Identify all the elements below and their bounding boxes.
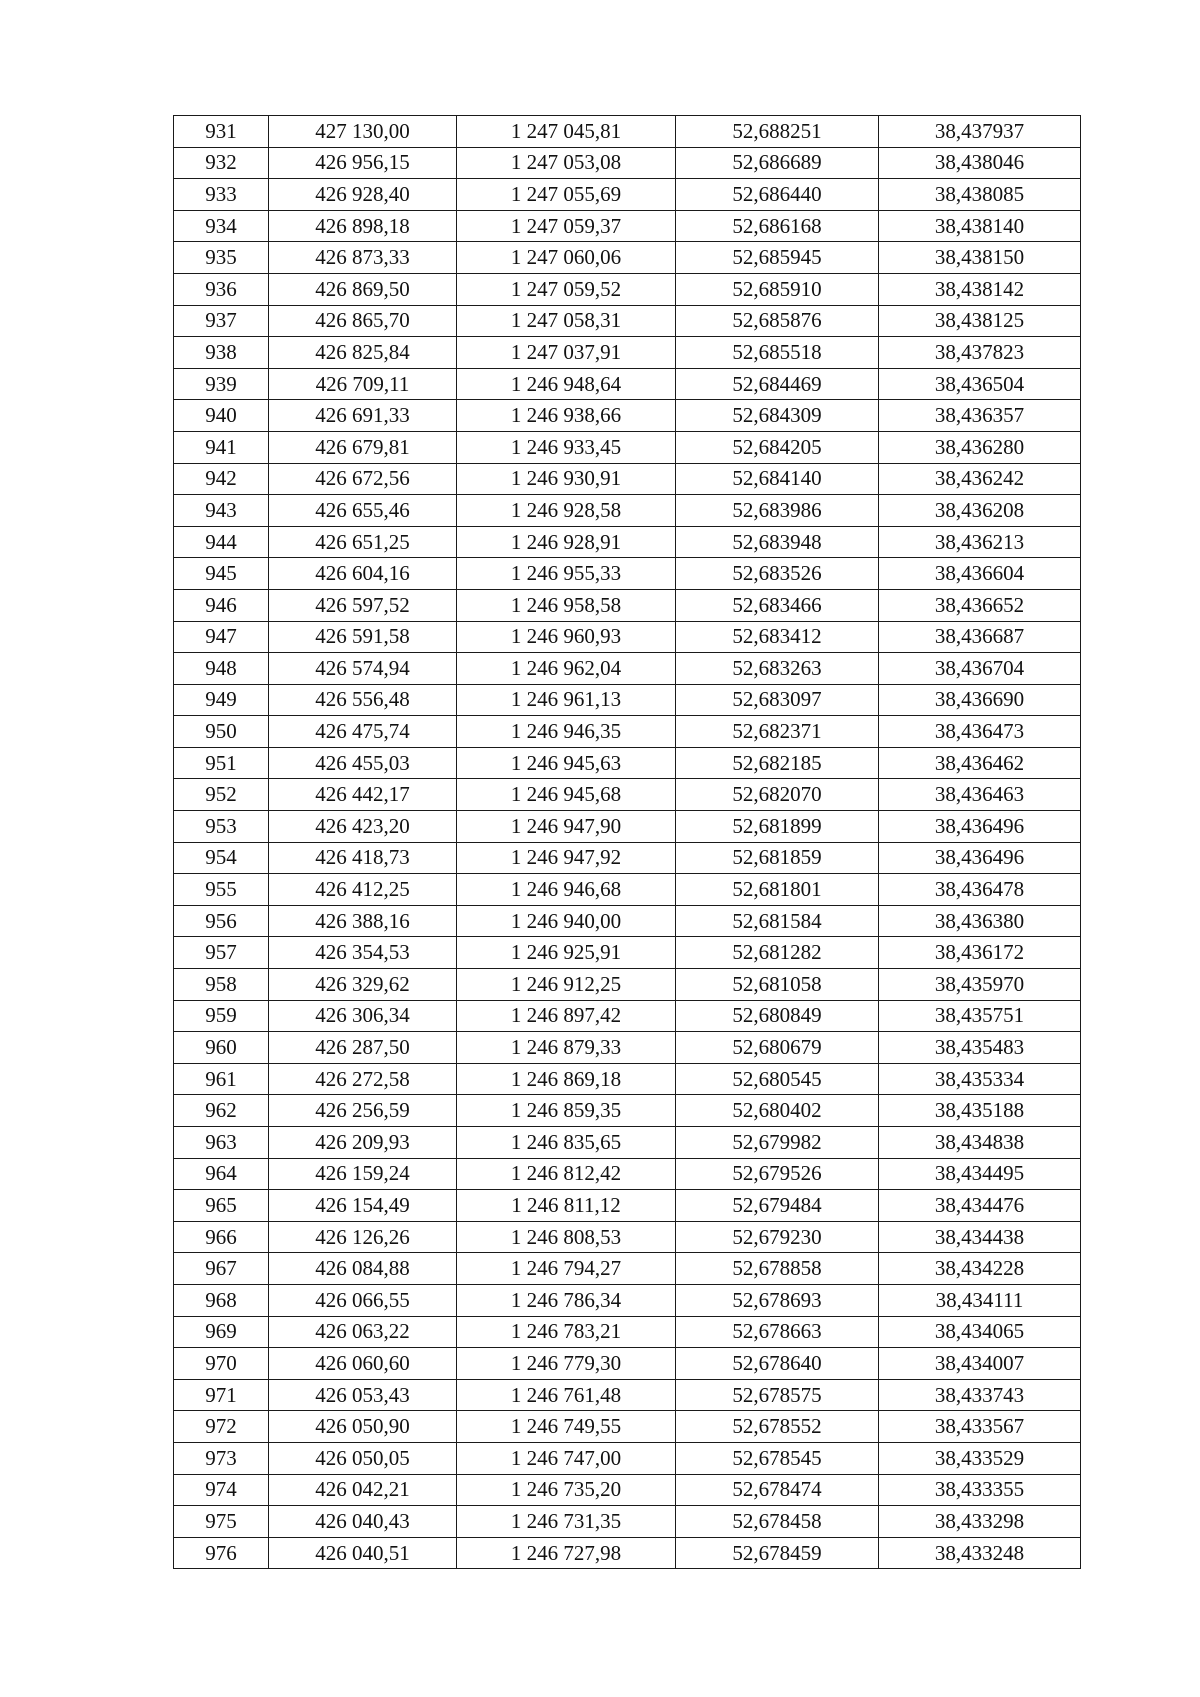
- longitude-cell: 38,436690: [879, 684, 1081, 716]
- latitude-cell: 52,686440: [676, 179, 879, 211]
- latitude-cell: 52,681899: [676, 811, 879, 843]
- y-coordinate-cell: 1 247 055,69: [457, 179, 676, 211]
- longitude-cell: 38,436462: [879, 747, 1081, 779]
- point-number-cell: 961: [174, 1063, 269, 1095]
- y-coordinate-cell: 1 246 786,34: [457, 1284, 676, 1316]
- latitude-cell: 52,682185: [676, 747, 879, 779]
- latitude-cell: 52,678458: [676, 1506, 879, 1538]
- table-row: [174, 874, 1081, 906]
- point-number-cell: 969: [174, 1316, 269, 1348]
- latitude-cell: 52,681859: [676, 842, 879, 874]
- x-coordinate-cell: 426 442,17: [269, 779, 457, 811]
- y-coordinate-cell: 1 246 947,90: [457, 811, 676, 843]
- x-coordinate-cell: 426 066,55: [269, 1284, 457, 1316]
- point-number-cell: 947: [174, 621, 269, 653]
- latitude-cell: 52,678640: [676, 1348, 879, 1380]
- y-coordinate-cell: 1 246 930,91: [457, 463, 676, 495]
- table-row: [174, 463, 1081, 495]
- longitude-cell: 38,435483: [879, 1032, 1081, 1064]
- point-number-cell: 934: [174, 210, 269, 242]
- latitude-cell: 52,682371: [676, 716, 879, 748]
- x-coordinate-cell: 426 287,50: [269, 1032, 457, 1064]
- latitude-cell: 52,683986: [676, 495, 879, 527]
- y-coordinate-cell: 1 246 938,66: [457, 400, 676, 432]
- latitude-cell: 52,686689: [676, 147, 879, 179]
- point-number-cell: 954: [174, 842, 269, 874]
- table-row: [174, 1474, 1081, 1506]
- latitude-cell: 52,678575: [676, 1379, 879, 1411]
- y-coordinate-cell: 1 246 962,04: [457, 653, 676, 685]
- x-coordinate-cell: 426 063,22: [269, 1316, 457, 1348]
- longitude-cell: 38,436242: [879, 463, 1081, 495]
- point-number-cell: 948: [174, 653, 269, 685]
- latitude-cell: 52,680402: [676, 1095, 879, 1127]
- x-coordinate-cell: 426 084,88: [269, 1253, 457, 1285]
- x-coordinate-cell: 426 126,26: [269, 1221, 457, 1253]
- x-coordinate-cell: 426 272,58: [269, 1063, 457, 1095]
- y-coordinate-cell: 1 247 058,31: [457, 305, 676, 337]
- latitude-cell: 52,678459: [676, 1537, 879, 1569]
- table-row: [174, 400, 1081, 432]
- latitude-cell: 52,678474: [676, 1474, 879, 1506]
- x-coordinate-cell: 426 354,53: [269, 937, 457, 969]
- longitude-cell: 38,436463: [879, 779, 1081, 811]
- x-coordinate-cell: 426 060,60: [269, 1348, 457, 1380]
- point-number-cell: 955: [174, 874, 269, 906]
- table-row: [174, 779, 1081, 811]
- table-row: [174, 1032, 1081, 1064]
- longitude-cell: 38,433529: [879, 1442, 1081, 1474]
- point-number-cell: 974: [174, 1474, 269, 1506]
- latitude-cell: 52,684205: [676, 431, 879, 463]
- point-number-cell: 949: [174, 684, 269, 716]
- y-coordinate-cell: 1 246 947,92: [457, 842, 676, 874]
- x-coordinate-cell: 426 873,33: [269, 242, 457, 274]
- table-row: [174, 1284, 1081, 1316]
- point-number-cell: 972: [174, 1411, 269, 1443]
- x-coordinate-cell: 426 050,05: [269, 1442, 457, 1474]
- point-number-cell: 973: [174, 1442, 269, 1474]
- longitude-cell: 38,434228: [879, 1253, 1081, 1285]
- latitude-cell: 52,685876: [676, 305, 879, 337]
- point-number-cell: 953: [174, 811, 269, 843]
- y-coordinate-cell: 1 246 869,18: [457, 1063, 676, 1095]
- latitude-cell: 52,680849: [676, 1000, 879, 1032]
- point-number-cell: 963: [174, 1127, 269, 1159]
- y-coordinate-cell: 1 246 747,00: [457, 1442, 676, 1474]
- longitude-cell: 38,438046: [879, 147, 1081, 179]
- point-number-cell: 960: [174, 1032, 269, 1064]
- table-row: [174, 1316, 1081, 1348]
- latitude-cell: 52,681282: [676, 937, 879, 969]
- y-coordinate-cell: 1 246 897,42: [457, 1000, 676, 1032]
- longitude-cell: 38,435334: [879, 1063, 1081, 1095]
- x-coordinate-cell: 426 556,48: [269, 684, 457, 716]
- longitude-cell: 38,436504: [879, 368, 1081, 400]
- longitude-cell: 38,438150: [879, 242, 1081, 274]
- latitude-cell: 52,683263: [676, 653, 879, 685]
- point-number-cell: 939: [174, 368, 269, 400]
- y-coordinate-cell: 1 246 783,21: [457, 1316, 676, 1348]
- y-coordinate-cell: 1 246 811,12: [457, 1190, 676, 1222]
- x-coordinate-cell: 426 418,73: [269, 842, 457, 874]
- latitude-cell: 52,685910: [676, 273, 879, 305]
- latitude-cell: 52,678545: [676, 1442, 879, 1474]
- x-coordinate-cell: 426 651,25: [269, 526, 457, 558]
- longitude-cell: 38,436604: [879, 558, 1081, 590]
- point-number-cell: 966: [174, 1221, 269, 1253]
- longitude-cell: 38,436478: [879, 874, 1081, 906]
- longitude-cell: 38,436208: [879, 495, 1081, 527]
- latitude-cell: 52,679982: [676, 1127, 879, 1159]
- table-row: [174, 1095, 1081, 1127]
- point-number-cell: 951: [174, 747, 269, 779]
- table-row: [174, 811, 1081, 843]
- table-row: [174, 179, 1081, 211]
- longitude-cell: 38,436213: [879, 526, 1081, 558]
- x-coordinate-cell: 426 306,34: [269, 1000, 457, 1032]
- y-coordinate-cell: 1 246 779,30: [457, 1348, 676, 1380]
- coordinates-table: [173, 115, 1081, 1569]
- table-row: [174, 1158, 1081, 1190]
- y-coordinate-cell: 1 246 808,53: [457, 1221, 676, 1253]
- y-coordinate-cell: 1 246 812,42: [457, 1158, 676, 1190]
- y-coordinate-cell: 1 246 928,58: [457, 495, 676, 527]
- y-coordinate-cell: 1 246 727,98: [457, 1537, 676, 1569]
- point-number-cell: 941: [174, 431, 269, 463]
- point-number-cell: 950: [174, 716, 269, 748]
- point-number-cell: 935: [174, 242, 269, 274]
- y-coordinate-cell: 1 246 912,25: [457, 969, 676, 1001]
- longitude-cell: 38,433248: [879, 1537, 1081, 1569]
- longitude-cell: 38,434476: [879, 1190, 1081, 1222]
- table-row: [174, 558, 1081, 590]
- table-row: [174, 653, 1081, 685]
- x-coordinate-cell: 426 423,20: [269, 811, 457, 843]
- x-coordinate-cell: 426 898,18: [269, 210, 457, 242]
- latitude-cell: 52,684309: [676, 400, 879, 432]
- latitude-cell: 52,678693: [676, 1284, 879, 1316]
- latitude-cell: 52,679230: [676, 1221, 879, 1253]
- point-number-cell: 943: [174, 495, 269, 527]
- table-row: [174, 495, 1081, 527]
- longitude-cell: 38,435188: [879, 1095, 1081, 1127]
- longitude-cell: 38,433567: [879, 1411, 1081, 1443]
- longitude-cell: 38,436280: [879, 431, 1081, 463]
- x-coordinate-cell: 426 209,93: [269, 1127, 457, 1159]
- longitude-cell: 38,433355: [879, 1474, 1081, 1506]
- y-coordinate-cell: 1 246 946,68: [457, 874, 676, 906]
- y-coordinate-cell: 1 247 045,81: [457, 116, 676, 148]
- table-row: [174, 305, 1081, 337]
- table-row: [174, 1537, 1081, 1569]
- x-coordinate-cell: 426 825,84: [269, 337, 457, 369]
- point-number-cell: 959: [174, 1000, 269, 1032]
- latitude-cell: 52,682070: [676, 779, 879, 811]
- longitude-cell: 38,436357: [879, 400, 1081, 432]
- longitude-cell: 38,436652: [879, 589, 1081, 621]
- point-number-cell: 952: [174, 779, 269, 811]
- table-row: [174, 684, 1081, 716]
- y-coordinate-cell: 1 246 794,27: [457, 1253, 676, 1285]
- table-row: [174, 242, 1081, 274]
- table-row: [174, 937, 1081, 969]
- table-row: [174, 1127, 1081, 1159]
- point-number-cell: 962: [174, 1095, 269, 1127]
- latitude-cell: 52,681584: [676, 905, 879, 937]
- x-coordinate-cell: 426 159,24: [269, 1158, 457, 1190]
- table-row: [174, 1063, 1081, 1095]
- point-number-cell: 956: [174, 905, 269, 937]
- x-coordinate-cell: 426 604,16: [269, 558, 457, 590]
- table-row: [174, 1253, 1081, 1285]
- longitude-cell: 38,434438: [879, 1221, 1081, 1253]
- latitude-cell: 52,683412: [676, 621, 879, 653]
- longitude-cell: 38,436473: [879, 716, 1081, 748]
- longitude-cell: 38,436380: [879, 905, 1081, 937]
- latitude-cell: 52,688251: [676, 116, 879, 148]
- longitude-cell: 38,435970: [879, 969, 1081, 1001]
- point-number-cell: 958: [174, 969, 269, 1001]
- latitude-cell: 52,683526: [676, 558, 879, 590]
- x-coordinate-cell: 426 412,25: [269, 874, 457, 906]
- y-coordinate-cell: 1 247 060,06: [457, 242, 676, 274]
- y-coordinate-cell: 1 246 958,58: [457, 589, 676, 621]
- x-coordinate-cell: 426 869,50: [269, 273, 457, 305]
- point-number-cell: 937: [174, 305, 269, 337]
- y-coordinate-cell: 1 246 879,33: [457, 1032, 676, 1064]
- latitude-cell: 52,683097: [676, 684, 879, 716]
- table-row: [174, 716, 1081, 748]
- longitude-cell: 38,435751: [879, 1000, 1081, 1032]
- point-number-cell: 938: [174, 337, 269, 369]
- latitude-cell: 52,684140: [676, 463, 879, 495]
- y-coordinate-cell: 1 247 037,91: [457, 337, 676, 369]
- x-coordinate-cell: 426 040,51: [269, 1537, 457, 1569]
- point-number-cell: 940: [174, 400, 269, 432]
- x-coordinate-cell: 426 655,46: [269, 495, 457, 527]
- latitude-cell: 52,684469: [676, 368, 879, 400]
- latitude-cell: 52,678858: [676, 1253, 879, 1285]
- table-row: [174, 337, 1081, 369]
- point-number-cell: 971: [174, 1379, 269, 1411]
- point-number-cell: 967: [174, 1253, 269, 1285]
- latitude-cell: 52,679484: [676, 1190, 879, 1222]
- x-coordinate-cell: 427 130,00: [269, 116, 457, 148]
- point-number-cell: 976: [174, 1537, 269, 1569]
- y-coordinate-cell: 1 246 735,20: [457, 1474, 676, 1506]
- longitude-cell: 38,433743: [879, 1379, 1081, 1411]
- y-coordinate-cell: 1 247 059,52: [457, 273, 676, 305]
- longitude-cell: 38,434111: [879, 1284, 1081, 1316]
- point-number-cell: 975: [174, 1506, 269, 1538]
- longitude-cell: 38,437823: [879, 337, 1081, 369]
- point-number-cell: 936: [174, 273, 269, 305]
- x-coordinate-cell: 426 956,15: [269, 147, 457, 179]
- table-row: [174, 1190, 1081, 1222]
- table-row: [174, 147, 1081, 179]
- table-row: [174, 431, 1081, 463]
- longitude-cell: 38,438125: [879, 305, 1081, 337]
- point-number-cell: 933: [174, 179, 269, 211]
- longitude-cell: 38,438085: [879, 179, 1081, 211]
- latitude-cell: 52,681801: [676, 874, 879, 906]
- latitude-cell: 52,678663: [676, 1316, 879, 1348]
- x-coordinate-cell: 426 597,52: [269, 589, 457, 621]
- table-row: [174, 1442, 1081, 1474]
- longitude-cell: 38,434495: [879, 1158, 1081, 1190]
- table-row: [174, 368, 1081, 400]
- point-number-cell: 932: [174, 147, 269, 179]
- x-coordinate-cell: 426 691,33: [269, 400, 457, 432]
- point-number-cell: 946: [174, 589, 269, 621]
- y-coordinate-cell: 1 246 925,91: [457, 937, 676, 969]
- coordinates-table-body: [174, 116, 1081, 1569]
- latitude-cell: 52,686168: [676, 210, 879, 242]
- point-number-cell: 945: [174, 558, 269, 590]
- y-coordinate-cell: 1 246 945,63: [457, 747, 676, 779]
- point-number-cell: 965: [174, 1190, 269, 1222]
- y-coordinate-cell: 1 246 749,55: [457, 1411, 676, 1443]
- point-number-cell: 957: [174, 937, 269, 969]
- latitude-cell: 52,681058: [676, 969, 879, 1001]
- latitude-cell: 52,680679: [676, 1032, 879, 1064]
- latitude-cell: 52,685945: [676, 242, 879, 274]
- latitude-cell: 52,685518: [676, 337, 879, 369]
- x-coordinate-cell: 426 865,70: [269, 305, 457, 337]
- y-coordinate-cell: 1 247 053,08: [457, 147, 676, 179]
- table-row: [174, 747, 1081, 779]
- table-row: [174, 210, 1081, 242]
- latitude-cell: 52,683466: [676, 589, 879, 621]
- table-row: [174, 1506, 1081, 1538]
- longitude-cell: 38,436496: [879, 842, 1081, 874]
- longitude-cell: 38,437937: [879, 116, 1081, 148]
- longitude-cell: 38,436687: [879, 621, 1081, 653]
- table-row: [174, 842, 1081, 874]
- x-coordinate-cell: 426 455,03: [269, 747, 457, 779]
- x-coordinate-cell: 426 679,81: [269, 431, 457, 463]
- longitude-cell: 38,438140: [879, 210, 1081, 242]
- longitude-cell: 38,433298: [879, 1506, 1081, 1538]
- x-coordinate-cell: 426 053,43: [269, 1379, 457, 1411]
- y-coordinate-cell: 1 246 859,35: [457, 1095, 676, 1127]
- latitude-cell: 52,680545: [676, 1063, 879, 1095]
- point-number-cell: 968: [174, 1284, 269, 1316]
- longitude-cell: 38,436496: [879, 811, 1081, 843]
- point-number-cell: 964: [174, 1158, 269, 1190]
- x-coordinate-cell: 426 042,21: [269, 1474, 457, 1506]
- longitude-cell: 38,438142: [879, 273, 1081, 305]
- longitude-cell: 38,434007: [879, 1348, 1081, 1380]
- x-coordinate-cell: 426 591,58: [269, 621, 457, 653]
- point-number-cell: 931: [174, 116, 269, 148]
- y-coordinate-cell: 1 246 946,35: [457, 716, 676, 748]
- longitude-cell: 38,436704: [879, 653, 1081, 685]
- table-row: [174, 969, 1081, 1001]
- y-coordinate-cell: 1 247 059,37: [457, 210, 676, 242]
- x-coordinate-cell: 426 388,16: [269, 905, 457, 937]
- table-row: [174, 905, 1081, 937]
- latitude-cell: 52,683948: [676, 526, 879, 558]
- table-row: [174, 526, 1081, 558]
- y-coordinate-cell: 1 246 928,91: [457, 526, 676, 558]
- x-coordinate-cell: 426 050,90: [269, 1411, 457, 1443]
- y-coordinate-cell: 1 246 955,33: [457, 558, 676, 590]
- y-coordinate-cell: 1 246 945,68: [457, 779, 676, 811]
- table-row: [174, 621, 1081, 653]
- x-coordinate-cell: 426 475,74: [269, 716, 457, 748]
- table-row: [174, 1221, 1081, 1253]
- table-row: [174, 116, 1081, 148]
- x-coordinate-cell: 426 928,40: [269, 179, 457, 211]
- x-coordinate-cell: 426 040,43: [269, 1506, 457, 1538]
- longitude-cell: 38,434838: [879, 1127, 1081, 1159]
- latitude-cell: 52,679526: [676, 1158, 879, 1190]
- table-row: [174, 1411, 1081, 1443]
- x-coordinate-cell: 426 154,49: [269, 1190, 457, 1222]
- table-row: [174, 1379, 1081, 1411]
- table-row: [174, 1348, 1081, 1380]
- latitude-cell: 52,678552: [676, 1411, 879, 1443]
- y-coordinate-cell: 1 246 761,48: [457, 1379, 676, 1411]
- longitude-cell: 38,434065: [879, 1316, 1081, 1348]
- y-coordinate-cell: 1 246 933,45: [457, 431, 676, 463]
- table-row: [174, 589, 1081, 621]
- x-coordinate-cell: 426 672,56: [269, 463, 457, 495]
- x-coordinate-cell: 426 709,11: [269, 368, 457, 400]
- y-coordinate-cell: 1 246 960,93: [457, 621, 676, 653]
- table-row: [174, 273, 1081, 305]
- longitude-cell: 38,436172: [879, 937, 1081, 969]
- y-coordinate-cell: 1 246 940,00: [457, 905, 676, 937]
- y-coordinate-cell: 1 246 835,65: [457, 1127, 676, 1159]
- point-number-cell: 942: [174, 463, 269, 495]
- table-row: [174, 1000, 1081, 1032]
- point-number-cell: 970: [174, 1348, 269, 1380]
- x-coordinate-cell: 426 574,94: [269, 653, 457, 685]
- y-coordinate-cell: 1 246 961,13: [457, 684, 676, 716]
- x-coordinate-cell: 426 256,59: [269, 1095, 457, 1127]
- y-coordinate-cell: 1 246 948,64: [457, 368, 676, 400]
- point-number-cell: 944: [174, 526, 269, 558]
- x-coordinate-cell: 426 329,62: [269, 969, 457, 1001]
- y-coordinate-cell: 1 246 731,35: [457, 1506, 676, 1538]
